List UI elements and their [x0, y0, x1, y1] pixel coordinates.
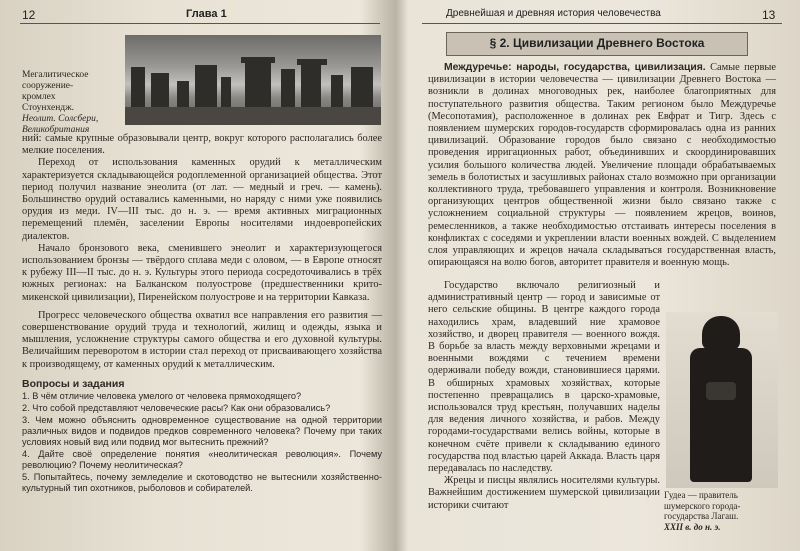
questions-heading: Вопросы и задания [22, 377, 125, 390]
gudea-statue-photo [666, 312, 778, 488]
right-body-bottom [428, 280, 660, 512]
chapter-header: Глава 1 [186, 8, 227, 20]
paragraph: Прогресс человеческого общества охватил все направления его развития — совершенствование орудий труда и технологий, жилищ и одежды, языка и мышления, усложнение структуры самого общества и его духовной культуры. Величайшим переворотом в истории стал переход от присваивающего хозяйства к производящему, от каменных орудий к металлическим. [22, 309, 382, 370]
section-title: § 2. Цивилизации Древнего Востока [446, 32, 748, 56]
header-rule-left [20, 23, 380, 24]
statue-caption: Гудеа — правитель шумерского города- государства Лагаш. XXII в. до н. э. [664, 490, 741, 532]
photo-caption: Мегалитическое сооружение- кромлех Стоунхендж. Неолит. Солсбери, Великобритания [22, 70, 99, 135]
left-page [0, 0, 398, 551]
header-rule-right [422, 23, 782, 24]
paragraph: Жрецы и писцы являлись носителями культуры. Важнейшим достижением шумерской цивилизации историки считают [428, 475, 660, 511]
running-header: Древнейшая и древняя история человечества [446, 8, 661, 19]
page-number-left: 12 [22, 8, 36, 22]
question-item: 2. Что собой представляют человеческие расы? Как они образовались? [22, 403, 331, 414]
question-item: 1. В чём отличие человека умелого от человека прямоходящего? [22, 391, 302, 402]
right-body-top [428, 62, 776, 269]
questions-list [22, 391, 382, 494]
question-item: 4. Дайте своё определение понятия «неолитическая революция». Почему революцию? Почему неолитическая? [22, 449, 382, 471]
paragraph: ний: самые крупные образовывали центр, вокруг которого располагались более мелкие поселения. [22, 133, 382, 157]
right-page [402, 0, 800, 551]
question-item: 5. Попытайтесь, почему земледелие и скотоводство не вытеснили хозяйственно-культурный тип охотников, рыболовов и собирателей. [22, 472, 382, 494]
paragraph: Междуречье: народы, государства, цивилизация. Самые первые цивилизации в истории человечества — цивилизации Древнего Востока — возникли в долинах многоводных рек, наиболее благоприятных для поступательного развития общества. Таким регионом было Междуречье (Месопотамия), расположенное в долинах рек Евфрат и Тигр. Здесь с появлением шумерских городов-государств сформировалась одна из ранних цивилизаций. Образование городов было связано с необходимостью проведения ирригационных работ, объединивших и скоординировавших усилия большого количества людей. Увеличение площади обрабатываемых земель в болотистых и засушливых районах стало возможно при организации коллективного труда, требовавшего управления и контроля. Возникновение организующих центров общественной жизни было связано также с усложнением социальной структуры — появлением жрецов, воинов, ремесленников, а также необходимостью отстаивать интересы поселения в конфликтах с соседями и укреплении власти военных вождей. С выделением слоя управляющих и жрецов начала складываться государственная власть, опирающаяся на волю богов, авторитет правителя и военную мощь. [428, 62, 776, 269]
paragraph: Начало бронзового века, сменившего энеолит и характеризующегося использованием бронзы — твёрдого сплава меди с оловом, — в Европе относят к рубежу III—II тыс. до н. э. Культуры этого периода сосредоточивались в трёх южных регионах: на Балканском полуострове (предшественники крито-микенской цивилизации), Пиренейском полуострове и на территории Кавказа. [22, 242, 382, 303]
subheading: Междуречье: народы, государства, цивилизация. [444, 62, 706, 73]
paragraph: Переход от использования каменных орудий к металлическим характеризуется складывающейся родоплеменной организацией общества. Этот период получил название энеолита (от лат. — медный и греч. — камень). Большинство орудий оставались каменными, но наряду с ними уже появились орудия из меди. IV—III тыс. до н. э. — время активных миграционных перемещений племён, заселении Европы носителями индоевропейских диалектов. [22, 157, 382, 242]
stonehenge-photo [125, 35, 381, 125]
page-number-right: 13 [762, 8, 776, 22]
paragraph: Государство включало религиозный и административный центр — город и зависимые от него сельские общины. В центре каждого города находились храм, владевший ние храмовое хозяйство, и дворец правителя — военного вождя. В борьбе за власть между верховными жрецами и военными вождями с течением времени одерживали победу вожди, становившиеся царями. В обширных храмовых хозяйствах, которые постепенно превращались в царско-храмовые, использовался труд крестьян, получавших наделы для ведения личного хозяйства, и рабов. Между городами-государствами велись войны, которые в конечном счёте привели к складыванию единого государства под властью царей Аккада. Власть царя передавалась по наследству. [428, 280, 660, 475]
question-item: 3. Чем можно объяснить одновременное существование на одной территории различных видов и подвидов предков современного человека? Почему при таких условиях новый вид или подвид мог вытеснить прежний? [22, 415, 382, 448]
left-body-text [22, 133, 382, 494]
